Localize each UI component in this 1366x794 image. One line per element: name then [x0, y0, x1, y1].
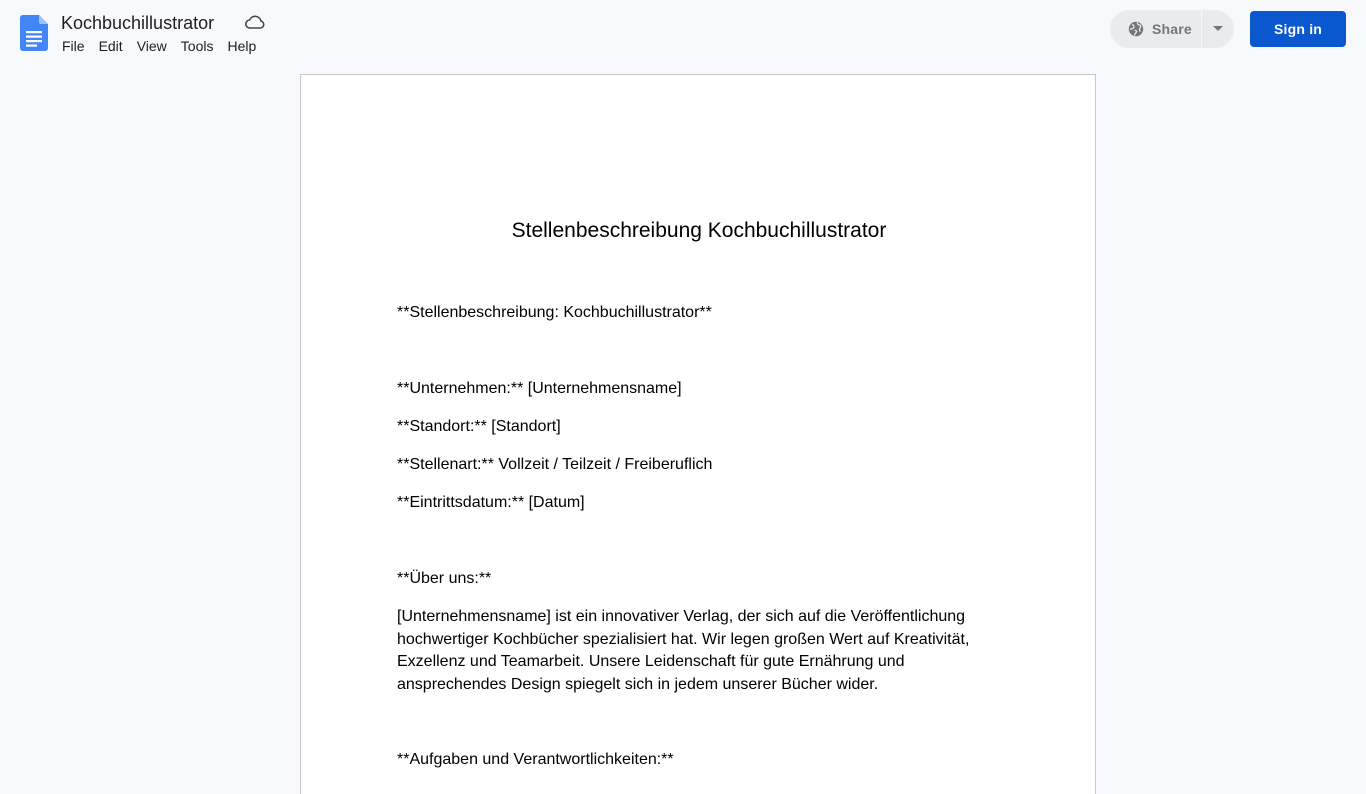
document-heading: Stellenbeschreibung Kochbuchillustrator [511, 219, 887, 242]
menu-help[interactable]: Help [227, 38, 257, 54]
paragraph: [Unternehmensname] ist ein innovativer Verlag, der sich auf die Veröffentlichung hochwertiger Kochbücher spezialisiert hat. Wir legen großen Wert auf Kreativität, Exzellenz und Teamarbeit. Unsere Leidenschaft für gute Ernährung und ansprechendes Design spiegelt sich in jedem unserer Bücher wider. [397, 608, 970, 693]
share-label: Share [1152, 21, 1192, 37]
docs-logo-icon[interactable] [20, 15, 48, 51]
sign-in-button[interactable]: Sign in [1250, 11, 1346, 47]
menu-edit[interactable]: Edit [98, 38, 123, 54]
paragraph: **Eintrittsdatum:** [Datum] [397, 494, 585, 511]
menu-bar [55, 37, 263, 57]
share-button[interactable] [1110, 10, 1202, 48]
menu-view[interactable]: View [136, 38, 167, 54]
document-page[interactable] [300, 74, 1096, 794]
paragraph: **Stellenbeschreibung: Kochbuchillustrator** [397, 304, 712, 321]
paragraph: **Standort:** [Standort] [397, 418, 561, 435]
globe-icon [1128, 21, 1144, 37]
cloud-icon[interactable] [244, 13, 266, 31]
document-title[interactable]: Kochbuchillustrator [61, 13, 215, 33]
paragraph: **Über uns:** [397, 570, 492, 587]
paragraph: **Stellenart:** Vollzeit / Teilzeit / Freiberuflich [397, 456, 713, 473]
menu-file[interactable]: File [62, 38, 85, 54]
share-dropdown-button[interactable] [1202, 10, 1234, 48]
top-bar [0, 0, 1366, 64]
caret-down-icon [1213, 26, 1223, 32]
paragraph: **Aufgaben und Verantwortlichkeiten:** [397, 751, 674, 768]
share-button-group [1110, 10, 1234, 48]
menu-tools[interactable]: Tools [180, 38, 214, 54]
paragraph: **Unternehmen:** [Unternehmensname] [397, 380, 682, 397]
